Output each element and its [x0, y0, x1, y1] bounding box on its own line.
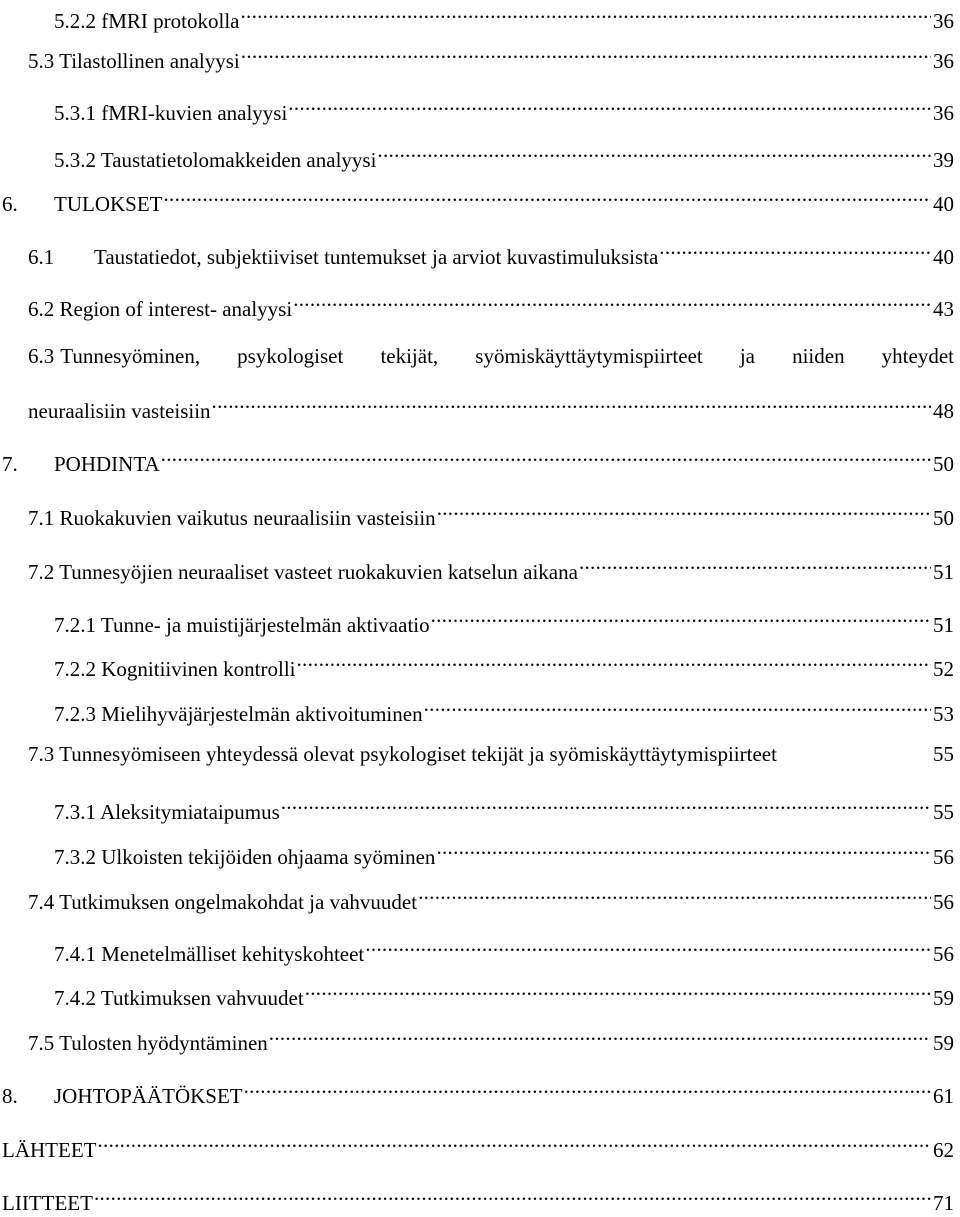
toc-entry-page: 51 — [933, 613, 954, 637]
toc-entry-page: 36 — [933, 49, 954, 73]
toc-entry-title: Taustatietolomakkeiden analyysi — [100, 148, 377, 172]
toc-entry[interactable] — [28, 288, 954, 321]
toc-entry-title: Tunne- ja muistijärjestelmän aktivaatio — [100, 613, 430, 637]
toc-entry-page: 52 — [933, 657, 954, 681]
dot-leader — [244, 1075, 931, 1103]
toc-entry-title: Aleksitymiataipumus — [100, 800, 280, 824]
toc-entry-page: 56 — [933, 890, 954, 914]
toc-entry-number: 5.3.1 — [54, 101, 96, 125]
toc-entry-page: 50 — [933, 452, 954, 476]
toc-entry-title: Mielihyväjärjestelmän aktivoituminen — [101, 702, 423, 726]
dot-leader — [424, 693, 931, 721]
toc-entry[interactable] — [2, 1182, 954, 1215]
toc-entry-page: 61 — [933, 1084, 954, 1108]
toc-entry-number: 7.5 — [28, 1031, 55, 1055]
toc-entry-title: fMRI-kuvien analyysi — [101, 101, 288, 125]
toc-entry-number: 7. — [2, 452, 18, 476]
toc-entry-page: 59 — [933, 1031, 954, 1055]
toc-entry-number: 5.3.2 — [54, 148, 96, 172]
dot-leader — [241, 40, 931, 68]
toc-entry-title: Tulosten hyödyntäminen — [59, 1031, 268, 1055]
toc-entry[interactable] — [2, 183, 954, 216]
toc-entry-first-line[interactable] — [28, 342, 954, 370]
toc-entry[interactable] — [54, 92, 954, 125]
toc-entry-number: 7.3.2 — [54, 845, 96, 869]
toc-entry[interactable] — [28, 740, 954, 768]
toc-entry-page: 36 — [933, 9, 954, 33]
toc-entry[interactable] — [28, 40, 954, 73]
toc-entry-title: fMRI protokolla — [101, 9, 240, 33]
toc-entry[interactable] — [54, 791, 954, 824]
toc-entry-page: 62 — [933, 1138, 954, 1162]
toc-entry-number: 7.4 — [28, 890, 55, 914]
toc-entry[interactable] — [28, 1022, 954, 1055]
toc-entry-number: 6. — [2, 192, 18, 216]
dot-leader — [269, 1022, 931, 1050]
dot-leader — [161, 443, 931, 471]
toc-entry-page: 40 — [933, 245, 954, 269]
dot-leader — [305, 977, 931, 1005]
dot-leader — [418, 881, 931, 909]
toc-entry-title: Tutkimuksen vahvuudet — [100, 986, 304, 1010]
toc-entry-title: Menetelmälliset kehityskohteet — [101, 942, 365, 966]
dot-leader — [579, 551, 931, 579]
toc-entry-page: 40 — [933, 192, 954, 216]
dot-leader — [164, 183, 932, 211]
toc-entry-number: 7.2 — [28, 560, 55, 584]
toc-entry-number: 6.2 — [28, 297, 55, 321]
toc-entry[interactable] — [28, 497, 954, 530]
toc-entry-page: 43 — [933, 297, 954, 321]
toc-entry-title: Region of interest- analyysi — [59, 297, 293, 321]
toc-entry-title: Tilastollinen analyysi — [59, 49, 240, 73]
toc-entry[interactable] — [2, 1129, 954, 1162]
toc-entry-page: 48 — [933, 399, 954, 423]
toc-entry-page: 59 — [933, 986, 954, 1010]
toc-entry-title: Kognitiivinen kontrolli — [101, 657, 296, 681]
toc-entry-page: 71 — [933, 1191, 954, 1215]
dot-leader — [293, 288, 931, 316]
toc-entry-title: Taustatiedot, subjektiiviset tuntemukset ja arviot kuvastimuluksista — [94, 245, 659, 269]
toc-entry-number: 5.3 — [28, 49, 55, 73]
toc-entry-number: 7.2.1 — [54, 613, 96, 637]
toc-entry[interactable] — [54, 139, 954, 172]
toc-entry[interactable] — [28, 551, 954, 584]
toc-entry-number: 5.2.2 — [54, 9, 96, 33]
toc-entry[interactable] — [54, 693, 954, 726]
toc-entry-number: 6.1 — [28, 245, 55, 269]
toc-entry[interactable] — [54, 604, 954, 637]
dot-leader — [436, 836, 931, 864]
toc-entry-page: 56 — [933, 942, 954, 966]
toc-entry-title: Tunnesyömiseen yhteydessä olevat psykologiset tekijät ja syömiskäyttäytymispiirteet — [59, 742, 777, 766]
toc-entry[interactable] — [54, 977, 954, 1010]
toc-entry[interactable] — [54, 0, 954, 33]
dot-leader — [297, 648, 932, 676]
toc-entry[interactable] — [28, 881, 954, 914]
dot-leader — [437, 497, 931, 525]
toc-entry-title: Tunnesyöjien neuraaliset vasteet ruokakuvien katselun aikana — [59, 560, 578, 584]
toc-entry-title: JOHTOPÄÄTÖKSET — [54, 1084, 243, 1108]
dot-leader — [94, 1182, 931, 1210]
dot-leader — [377, 139, 931, 167]
toc-entry-number: 7.2.3 — [54, 702, 96, 726]
toc-entry[interactable] — [54, 933, 954, 966]
toc-entry[interactable] — [2, 443, 954, 476]
dot-leader — [240, 0, 931, 28]
dot-leader — [431, 604, 931, 632]
toc-entry[interactable] — [54, 648, 954, 681]
dot-leader — [281, 791, 931, 819]
toc-entry[interactable] — [28, 390, 954, 423]
toc-entry-number: 8. — [2, 1084, 18, 1108]
toc-entry-number: 7.1 — [28, 506, 55, 530]
dot-leader — [97, 1129, 931, 1157]
toc-entry-page: 39 — [933, 148, 954, 172]
toc-entry[interactable] — [28, 236, 954, 269]
toc-entry-page: 55 — [933, 800, 954, 824]
toc-entry-title: Ruokakuvien vaikutus neuraalisiin vasteisiin — [59, 506, 436, 530]
toc-entry-page: 50 — [933, 506, 954, 530]
toc-entry-title: LIITTEET — [2, 1191, 93, 1215]
toc-entry-title-continued: neuraalisiin vasteisiin — [28, 399, 211, 423]
toc-entry-title: TULOKSET — [54, 192, 163, 216]
toc-entry-page: 53 — [933, 702, 954, 726]
dot-leader — [212, 390, 931, 418]
toc-entry-number: 7.3.1 — [54, 800, 96, 824]
toc-entry-number: 6.3 — [28, 344, 55, 368]
dot-leader — [365, 933, 931, 961]
toc-entry-number: 7.2.2 — [54, 657, 96, 681]
toc-entry-page: 55 — [933, 742, 954, 766]
toc-entry-title: Tunnesyöminen, psykologiset tekijät, syömiskäyttäytymispiirteet ja niiden yhteydet — [60, 344, 954, 368]
toc-entry-page: 36 — [933, 101, 954, 125]
toc-entry-number: 7.4.1 — [54, 942, 96, 966]
toc-entry[interactable] — [2, 1075, 954, 1108]
toc-entry-page: 51 — [933, 560, 954, 584]
toc-entry-page: 56 — [933, 845, 954, 869]
toc-entry[interactable] — [54, 836, 954, 869]
toc-entry-title: POHDINTA — [54, 452, 160, 476]
toc-entry-number: 7.3 — [28, 742, 55, 766]
toc-entry-title: Ulkoisten tekijöiden ohjaama syöminen — [101, 845, 436, 869]
dot-leader — [288, 92, 931, 120]
dot-leader — [659, 236, 931, 264]
toc-entry-title: Tutkimuksen ongelmakohdat ja vahvuudet — [59, 890, 418, 914]
toc-entry-number: 7.4.2 — [54, 986, 96, 1010]
toc-entry-title: LÄHTEET — [2, 1138, 97, 1162]
